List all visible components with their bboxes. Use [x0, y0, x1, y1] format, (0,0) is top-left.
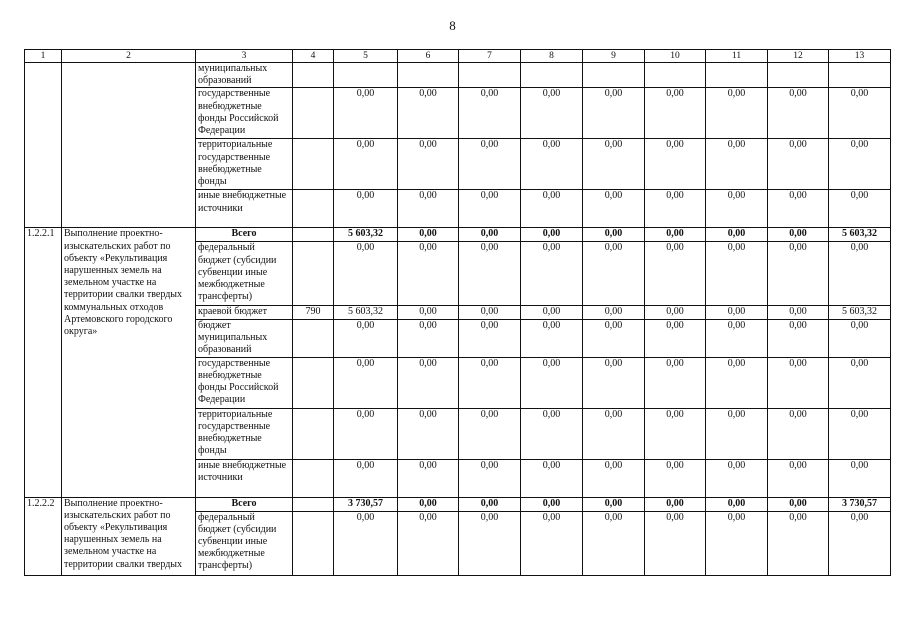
amount-cell: 0,00: [521, 459, 583, 497]
amount-cell: 0,00: [583, 242, 645, 306]
amount-cell: 0,00: [459, 408, 521, 459]
row-code: 1.2.2.2: [25, 497, 62, 575]
amount-cell: [459, 63, 521, 88]
amount-cell: 0,00: [459, 459, 521, 497]
row-code: [25, 63, 62, 228]
header-cell: 1: [25, 50, 62, 63]
amount-cell: 0,00: [459, 511, 521, 575]
amount-cell: 0,00: [768, 497, 829, 511]
funding-source: бюджет муниципальных образований: [196, 319, 293, 357]
kbk-code: [293, 408, 334, 459]
amount-cell: 5 603,32: [829, 228, 891, 242]
amount-cell: 0,00: [768, 242, 829, 306]
amount-cell: 0,00: [706, 139, 768, 190]
amount-cell: 0,00: [583, 511, 645, 575]
amount-cell: 0,00: [706, 511, 768, 575]
funding-source: муниципальных образований: [196, 63, 293, 88]
table-row: [25, 63, 891, 88]
amount-cell: 0,00: [459, 190, 521, 228]
funding-source: Всего: [196, 497, 293, 511]
amount-cell: 0,00: [645, 306, 706, 319]
amount-cell: 0,00: [829, 459, 891, 497]
header-cell: 6: [398, 50, 459, 63]
header-row: [25, 50, 891, 63]
funding-source: федеральный бюджет (субсидии субвенции иные межбюджетные трансферты): [196, 511, 293, 575]
measure-name: [62, 63, 196, 228]
funding-source: государственные внебюджетные фонды Российской Федерации: [196, 357, 293, 408]
amount-cell: [521, 63, 583, 88]
amount-cell: 0,00: [459, 139, 521, 190]
header-cell: 5: [334, 50, 398, 63]
amount-cell: 0,00: [583, 319, 645, 357]
funding-source: иные внебюджетные источники: [196, 459, 293, 497]
amount-cell: 0,00: [583, 357, 645, 408]
amount-cell: [645, 63, 706, 88]
amount-cell: 0,00: [521, 139, 583, 190]
kbk-code: 790: [293, 306, 334, 319]
header-cell: 2: [62, 50, 196, 63]
amount-cell: 0,00: [334, 357, 398, 408]
amount-cell: 3 730,57: [829, 497, 891, 511]
amount-cell: 0,00: [398, 357, 459, 408]
header-cell: 12: [768, 50, 829, 63]
amount-cell: 0,00: [706, 228, 768, 242]
amount-cell: 0,00: [768, 190, 829, 228]
amount-cell: 0,00: [706, 242, 768, 306]
amount-cell: 0,00: [521, 319, 583, 357]
amount-cell: 0,00: [645, 357, 706, 408]
amount-cell: 0,00: [334, 319, 398, 357]
amount-cell: 0,00: [521, 497, 583, 511]
amount-cell: 0,00: [334, 459, 398, 497]
amount-cell: 0,00: [706, 190, 768, 228]
amount-cell: 0,00: [398, 306, 459, 319]
row-code: 1.2.2.1: [25, 228, 62, 497]
table-row: [25, 497, 891, 511]
amount-cell: 0,00: [334, 242, 398, 306]
amount-cell: 0,00: [583, 139, 645, 190]
amount-cell: 0,00: [829, 511, 891, 575]
header-cell: 8: [521, 50, 583, 63]
amount-cell: 0,00: [645, 511, 706, 575]
amount-cell: [768, 63, 829, 88]
header-cell: 11: [706, 50, 768, 63]
amount-cell: 0,00: [398, 139, 459, 190]
measure-name: Выполнение проектно-изыскательских работ по объекту «Рекультивация нарушенных земель на земельном участке на территории свалки твердых: [62, 497, 196, 575]
amount-cell: 0,00: [829, 408, 891, 459]
amount-cell: 0,00: [583, 88, 645, 139]
funding-source: Всего: [196, 228, 293, 242]
amount-cell: 5 603,32: [334, 228, 398, 242]
kbk-code: [293, 497, 334, 511]
amount-cell: 0,00: [706, 306, 768, 319]
amount-cell: 0,00: [398, 88, 459, 139]
amount-cell: 0,00: [334, 511, 398, 575]
amount-cell: 0,00: [829, 319, 891, 357]
amount-cell: 0,00: [521, 408, 583, 459]
amount-cell: 0,00: [706, 459, 768, 497]
amount-cell: 0,00: [334, 139, 398, 190]
amount-cell: 0,00: [768, 139, 829, 190]
amount-cell: 0,00: [459, 306, 521, 319]
kbk-code: [293, 459, 334, 497]
amount-cell: 0,00: [583, 497, 645, 511]
amount-cell: 0,00: [645, 190, 706, 228]
amount-cell: 0,00: [768, 408, 829, 459]
amount-cell: 0,00: [459, 88, 521, 139]
measure-name: Выполнение проектно-изыскательских работ по объекту «Рекультивация нарушенных земель на земельном участке на территории свалки твердых коммунальных отходов Артемовского городского округа»: [62, 228, 196, 497]
amount-cell: 0,00: [645, 497, 706, 511]
amount-cell: [398, 63, 459, 88]
amount-cell: 0,00: [398, 319, 459, 357]
amount-cell: 0,00: [583, 228, 645, 242]
amount-cell: 0,00: [334, 88, 398, 139]
amount-cell: 0,00: [521, 306, 583, 319]
amount-cell: [706, 63, 768, 88]
funding-source: иные внебюджетные источники: [196, 190, 293, 228]
page-number: 8: [449, 18, 456, 33]
kbk-code: [293, 242, 334, 306]
budget-table: [24, 49, 891, 576]
kbk-code: [293, 228, 334, 242]
amount-cell: 0,00: [645, 408, 706, 459]
amount-cell: 0,00: [521, 228, 583, 242]
amount-cell: 0,00: [829, 357, 891, 408]
amount-cell: 0,00: [829, 242, 891, 306]
amount-cell: 0,00: [829, 190, 891, 228]
amount-cell: 0,00: [645, 88, 706, 139]
amount-cell: 0,00: [645, 242, 706, 306]
amount-cell: 0,00: [583, 190, 645, 228]
amount-cell: 0,00: [521, 190, 583, 228]
kbk-code: [293, 88, 334, 139]
funding-source: территориальные государственные внебюджетные фонды: [196, 139, 293, 190]
kbk-code: [293, 511, 334, 575]
amount-cell: 0,00: [706, 408, 768, 459]
header-cell: 10: [645, 50, 706, 63]
amount-cell: 0,00: [459, 357, 521, 408]
header-cell: 13: [829, 50, 891, 63]
amount-cell: [583, 63, 645, 88]
header-cell: 3: [196, 50, 293, 63]
amount-cell: 0,00: [398, 242, 459, 306]
amount-cell: 0,00: [521, 357, 583, 408]
amount-cell: 0,00: [645, 139, 706, 190]
amount-cell: 0,00: [398, 459, 459, 497]
header-cell: 9: [583, 50, 645, 63]
funding-source: территориальные государственные внебюджетные фонды: [196, 408, 293, 459]
kbk-code: [293, 357, 334, 408]
amount-cell: 0,00: [334, 190, 398, 228]
header-cell: 7: [459, 50, 521, 63]
amount-cell: 0,00: [768, 88, 829, 139]
amount-cell: 0,00: [459, 228, 521, 242]
funding-source: государственные внебюджетные фонды Российской Федерации: [196, 88, 293, 139]
amount-cell: 0,00: [398, 497, 459, 511]
kbk-code: [293, 139, 334, 190]
amount-cell: 5 603,32: [334, 306, 398, 319]
amount-cell: 3 730,57: [334, 497, 398, 511]
amount-cell: [334, 63, 398, 88]
table-row: [25, 228, 891, 242]
amount-cell: 0,00: [583, 306, 645, 319]
amount-cell: 0,00: [706, 357, 768, 408]
amount-cell: 0,00: [583, 459, 645, 497]
header-cell: 4: [293, 50, 334, 63]
amount-cell: 0,00: [459, 242, 521, 306]
amount-cell: 0,00: [706, 319, 768, 357]
kbk-code: [293, 63, 334, 88]
amount-cell: 0,00: [459, 497, 521, 511]
amount-cell: 0,00: [829, 88, 891, 139]
amount-cell: 0,00: [521, 242, 583, 306]
amount-cell: 0,00: [768, 357, 829, 408]
amount-cell: 0,00: [768, 228, 829, 242]
funding-source: федеральный бюджет (субсидии субвенции иные межбюджетные трансферты): [196, 242, 293, 306]
amount-cell: 0,00: [334, 408, 398, 459]
amount-cell: 0,00: [768, 459, 829, 497]
amount-cell: 0,00: [583, 408, 645, 459]
amount-cell: 0,00: [521, 88, 583, 139]
amount-cell: 0,00: [398, 190, 459, 228]
amount-cell: 0,00: [459, 319, 521, 357]
amount-cell: 0,00: [645, 228, 706, 242]
amount-cell: 0,00: [706, 88, 768, 139]
kbk-code: [293, 190, 334, 228]
amount-cell: [829, 63, 891, 88]
amount-cell: 0,00: [768, 306, 829, 319]
amount-cell: 0,00: [768, 511, 829, 575]
amount-cell: 0,00: [398, 511, 459, 575]
amount-cell: 0,00: [645, 459, 706, 497]
amount-cell: 0,00: [521, 511, 583, 575]
funding-source: краевой бюджет: [196, 306, 293, 319]
amount-cell: 0,00: [768, 319, 829, 357]
amount-cell: 0,00: [645, 319, 706, 357]
amount-cell: 5 603,32: [829, 306, 891, 319]
amount-cell: 0,00: [829, 139, 891, 190]
kbk-code: [293, 319, 334, 357]
amount-cell: 0,00: [398, 228, 459, 242]
amount-cell: 0,00: [706, 497, 768, 511]
amount-cell: 0,00: [398, 408, 459, 459]
